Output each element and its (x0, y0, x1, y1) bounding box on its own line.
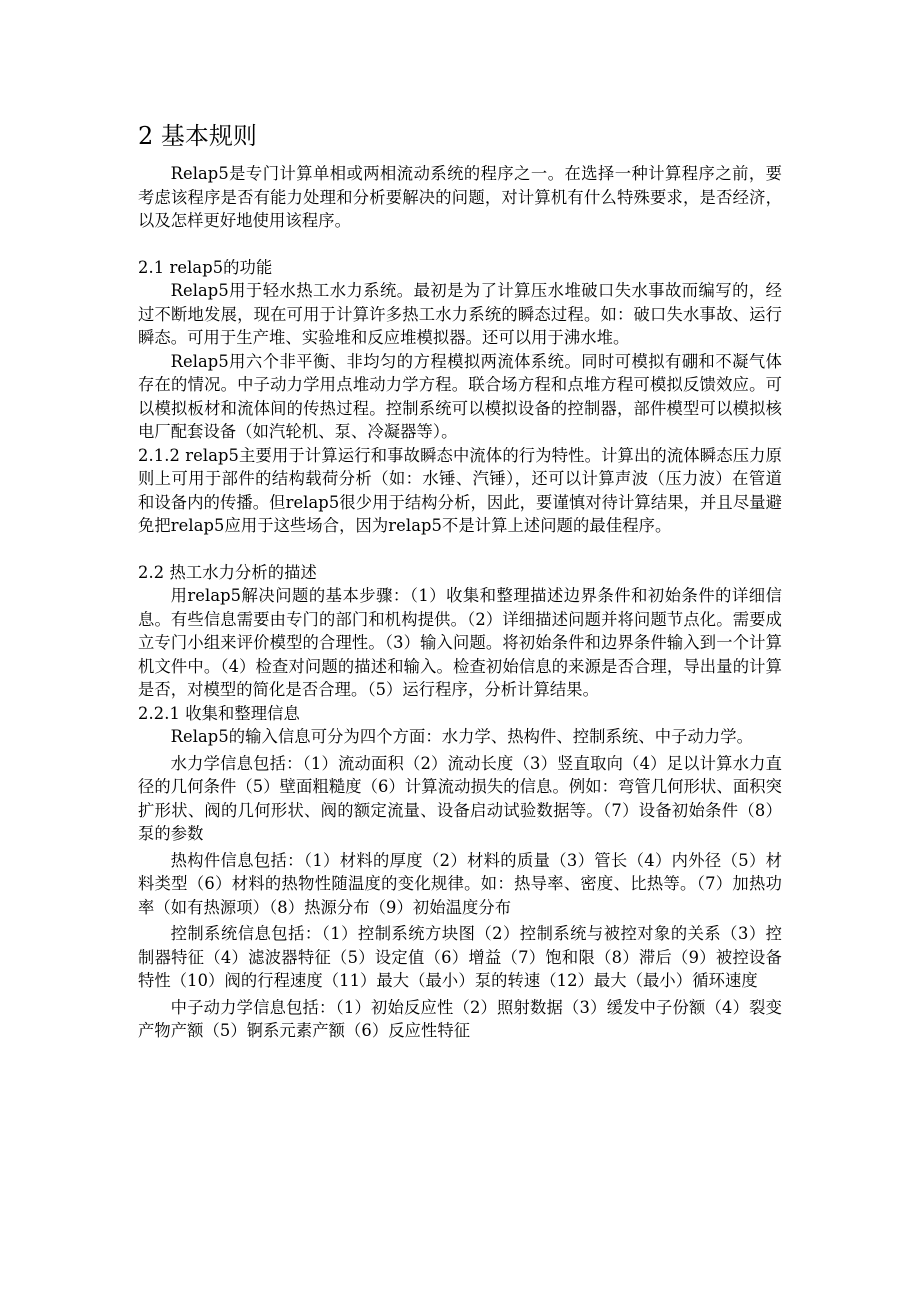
section-2-1-paragraph-1: Relap5用于轻水热工水力系统。最初是为了计算压水堆破口失水事故而编写的，经过不断地发展，现在可用于计算许多热工水力系统的瞬态过程。如：破口失水事故、运行瞬态。可用于生产堆、实验堆和反应堆模拟器。还可以用于沸水堆。 (138, 281, 782, 347)
section-heading-2-2: 2.2 热工水力分析的描述 (138, 562, 317, 582)
subsection-heading-2-2-1: 2.2.1 收集和整理信息 (138, 703, 300, 723)
section-2-2-1-paragraph-1: Relap5的输入信息可分为四个方面：水力学、热构件、控制系统、中子动力学。 (170, 727, 753, 746)
section-2-1-paragraph-2: Relap5用六个非平衡、非均匀的方程模拟两流体系统。同时可模拟有硼和不凝气体存在的情况。中子动力学用点堆动力学方程。联合场方程和点堆方程可模拟反馈效应。可以模拟板材和流体间的传热过程。控制系统可以模拟设备的控制器，部件模型可以模拟核电厂配套设备（如汽轮机、泵、冷凝器等）。 (138, 351, 782, 441)
section-2-2-paragraph-1: 用relap5解决问题的基本步骤：（1）收集和整理描述边界条件和初始条件的详细信息。有些信息需要由专门的部门和机构提供。（2）详细描述问题并将问题节点化。需要成立专门小组来评价模型的合理性。（3）输入问题。将初始条件和边界条件输入到一个计算机文件中。（4）检查对问题的描述和输入。检查初始信息的来源是否合理，导出量的计算是否，对模型的简化是否合理。（5）运行程序，分析计算结果。 (138, 586, 782, 699)
page-title: 2 基本规则 (138, 122, 257, 150)
section-2-1-2-paragraph: 2.1.2 relap5主要用于计算运行和事故瞬态中流体的行为特性。计算出的流体瞬态压力原则上可用于部件的结构载荷分析（如：水锤、汽锤），还可以计算声波（压力波）在管道和设备内的传播。但relap5很少用于结构分析，因此，要谨慎对待计算结果，并且尽量避免把relap5应用于这些场合，因为relap5不是计算上述问题的最佳程序。 (138, 445, 782, 535)
intro-paragraph: Relap5是专门计算单相或两相流动系统的程序之一。在选择一种计算程序之前，要考虑该程序是否有能力处理和分析要解决的问题，对计算机有什么特殊要求，是否经济，以及怎样更好地使用该程序。 (138, 164, 782, 230)
hydraulics-info-paragraph: 水力学信息包括：（1）流动面积（2）流动长度（3）竖直取向（4）足以计算水力直径的几何条件（5）壁面粗糙度（6）计算流动损失的信息。例如：弯管几何形状、面积突扩形状、阀的几何形状、阀的额定流量、设备启动试验数据等。（7）设备初始条件（8）泵的参数 (138, 753, 782, 843)
control-system-info-paragraph: 控制系统信息包括：（1）控制系统方块图（2）控制系统与被控对象的关系（3）控制器特征（4）滤波器特征（5）设定值（6）增益（7）饱和限（8）滞后（9）被控设备特性（10）阀的行程速度（11）最大（最小）泵的转速（12）最大（最小）循环速度 (138, 924, 782, 990)
neutron-kinetics-info-paragraph: 中子动力学信息包括：（1）初始反应性（2）照射数据（3）缓发中子份额（4）裂变产物产额（5）锕系元素产额（6）反应性特征 (138, 997, 782, 1040)
section-heading-2-1: 2.1 relap5的功能 (138, 257, 273, 277)
heat-structure-info-paragraph: 热构件信息包括：（1）材料的厚度（2）材料的质量（3）管长（4）内外径（5）材料类型（6）材料的热物性随温度的变化规律。如：热导率、密度、比热等。（7）加热功率（如有热源项）（8）热源分布（9）初始温度分布 (138, 850, 782, 917)
document-body (138, 120, 782, 1043)
